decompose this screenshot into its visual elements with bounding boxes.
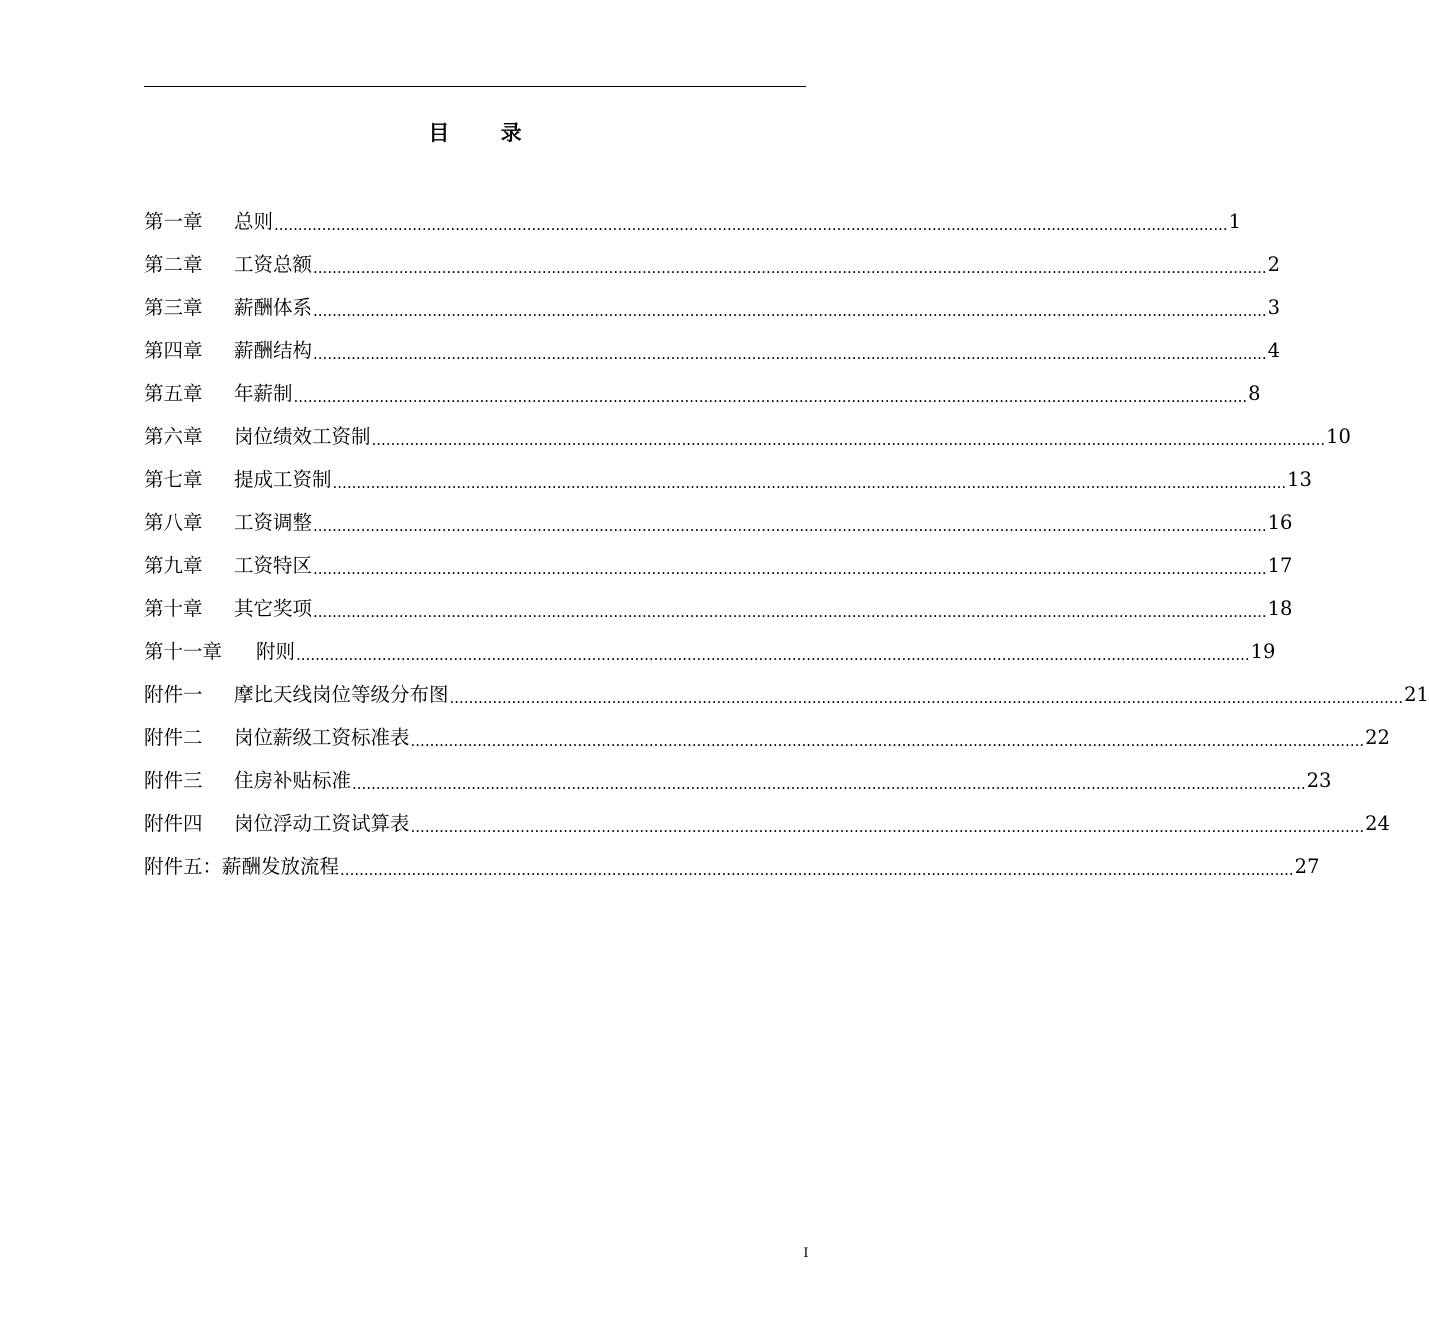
toc-entry-16[interactable]	[144, 845, 1320, 888]
toc-entry-page: 21	[1404, 682, 1429, 706]
toc-entry-page: 1	[1228, 209, 1242, 233]
toc-entry-2[interactable]	[144, 243, 1281, 286]
toc-entry-label: 第七章	[144, 467, 203, 491]
toc-entry-text: 住房补贴标准	[234, 768, 352, 792]
toc-entry-page: 18	[1267, 596, 1293, 620]
toc-entry-text: 薪酬体系	[234, 295, 313, 319]
toc-entry-label: 第十章	[144, 596, 203, 620]
toc-entry-text: 总则	[234, 209, 274, 233]
toc-entry-page: 22	[1365, 725, 1390, 749]
toc-leader: ........................................................................................................................................................................................................	[410, 731, 1365, 750]
toc-leader: ........................................................................................................................................................................................................	[449, 688, 1404, 707]
toc-entry-page: 10	[1326, 424, 1351, 448]
toc-entry-label: 附件一	[144, 682, 203, 706]
toc-entry-9[interactable]	[144, 544, 1293, 587]
toc-entry-text: 工资调整	[234, 510, 313, 534]
toc-entry-label: 第九章	[144, 553, 203, 577]
toc-entry-text: 提成工资制	[234, 467, 332, 491]
toc-entry-label: 第四章	[144, 338, 203, 362]
toc-entry-13[interactable]	[144, 716, 1390, 759]
toc-entry-page: 27	[1294, 854, 1320, 878]
toc-entry-12[interactable]	[144, 673, 1429, 716]
toc-entry-text: 岗位薪级工资标准表	[234, 725, 410, 749]
toc-leader: ........................................................................................................................................................................................................	[371, 430, 1326, 449]
toc-leader: ........................................................................................................................................................................................................	[313, 344, 1267, 363]
toc-entry-page: 19	[1250, 639, 1276, 663]
toc-entry-6[interactable]	[144, 415, 1351, 458]
toc-entry-text: 摩比天线岗位等级分布图	[234, 682, 449, 706]
toc-leader: ........................................................................................................................................................................................................	[313, 602, 1267, 621]
toc-entry-label: 附件五：	[144, 854, 223, 878]
toc-entry-7[interactable]	[144, 458, 1312, 501]
toc-leader: ........................................................................................................................................................................................................	[313, 516, 1267, 535]
toc-entry-text: 岗位绩效工资制	[234, 424, 371, 448]
toc-entry-page: 17	[1267, 553, 1293, 577]
toc-entry-label: 第十一章	[144, 639, 223, 663]
toc-entry-page: 24	[1365, 811, 1390, 835]
toc-entry-4[interactable]	[144, 329, 1281, 372]
toc-leader: ........................................................................................................................................................................................................	[293, 387, 1248, 406]
toc-entry-label: 第五章	[144, 381, 203, 405]
toc-leader: ........................................................................................................................................................................................................	[313, 258, 1267, 277]
toc-entry-page: 16	[1267, 510, 1293, 534]
toc-entry-text: 薪酬结构	[234, 338, 313, 362]
toc-entry-label: 第六章	[144, 424, 203, 448]
toc-entry-page: 3	[1267, 295, 1281, 319]
toc-entry-label: 第一章	[144, 209, 203, 233]
toc-leader: ........................................................................................................................................................................................................	[352, 774, 1306, 793]
toc-entry-page: 8	[1248, 381, 1261, 405]
toc-entry-5[interactable]	[144, 372, 1261, 415]
toc-entry-1[interactable]	[144, 200, 1242, 243]
toc-leader: ........................................................................................................................................................................................................	[313, 559, 1267, 578]
toc-entry-text: 岗位浮动工资试算表	[234, 811, 410, 835]
toc-entry-label: 附件二	[144, 725, 203, 749]
toc-entry-label: 第八章	[144, 510, 203, 534]
toc-entry-3[interactable]	[144, 286, 1281, 329]
toc-entry-text: 附则	[256, 639, 296, 663]
toc-entry-text: 薪酬发放流程	[222, 854, 340, 878]
toc-entry-label: 附件四	[144, 811, 203, 835]
toc-entry-page: 23	[1306, 768, 1332, 792]
toc-entry-text: 年薪制	[234, 381, 293, 405]
toc-entry-label: 第二章	[144, 252, 203, 276]
page-number: I	[803, 1246, 809, 1261]
toc-list	[144, 200, 1429, 888]
toc-entry-10[interactable]	[144, 587, 1293, 630]
toc-title: 目 录	[428, 120, 544, 145]
toc-entry-15[interactable]	[144, 802, 1390, 845]
header-rule	[144, 86, 806, 87]
toc-leader: ........................................................................................................................................................................................................	[274, 215, 1228, 234]
toc-entry-11[interactable]	[144, 630, 1276, 673]
toc-entry-text: 其它奖项	[234, 596, 313, 620]
toc-entry-8[interactable]	[144, 501, 1293, 544]
toc-entry-14[interactable]	[144, 759, 1332, 802]
toc-leader: ........................................................................................................................................................................................................	[296, 645, 1250, 664]
toc-entry-page: 2	[1267, 252, 1281, 276]
toc-leader: ........................................................................................................................................................................................................	[410, 817, 1365, 836]
toc-entry-text: 工资总额	[234, 252, 313, 276]
toc-entry-label: 附件三	[144, 768, 203, 792]
toc-leader: ........................................................................................................................................................................................................	[340, 860, 1294, 879]
toc-leader: ........................................................................................................................................................................................................	[313, 301, 1267, 320]
toc-leader: ........................................................................................................................................................................................................	[332, 473, 1287, 492]
toc-entry-text: 工资特区	[234, 553, 313, 577]
toc-entry-label: 第三章	[144, 295, 203, 319]
toc-entry-page: 13	[1287, 467, 1312, 491]
toc-entry-page: 4	[1267, 338, 1281, 362]
